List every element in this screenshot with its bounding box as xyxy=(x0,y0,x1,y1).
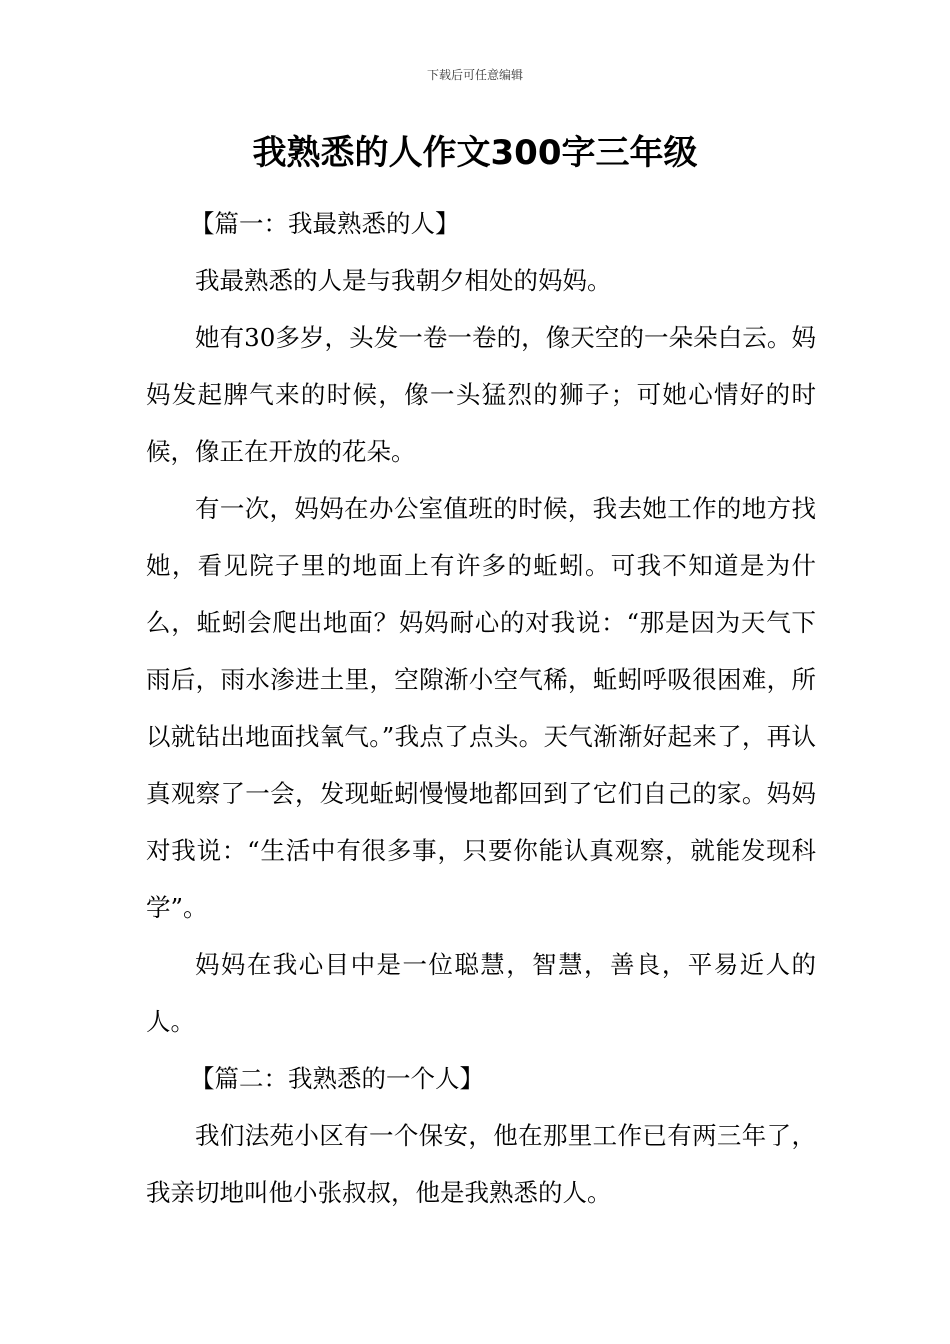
section-heading: 【篇二：我熟悉的一个人】 xyxy=(190,1064,484,1093)
paragraph: 我最熟悉的人是与我朝夕相处的妈妈。 xyxy=(195,266,612,295)
page-header: 下载后可任意编辑 xyxy=(426,68,523,82)
paragraph: 她有30多岁，头发一卷一卷的，像天空的一朵朵白云。妈妈发起脾气来的时候，像一头猛烈的狮子；可她心情好的时候，像正在开放的花朵。 xyxy=(146,323,816,466)
paragraph: 有一次，妈妈在办公室值班的时候，我去她工作的地方找她，看见院子里的地面上有许多的蚯蚓。可我不知道是为什么，蚯蚓会爬出地面？妈妈耐心的对我说：“那是因为天气下雨后，雨水渗进土里，空隙渐小空气稀，蚯蚓呼吸很困难，所以就钻出地面找氧气。”我点了点头。天气渐渐好起来了，再认真观察了一会，发现蚯蚓慢慢地都回到了它们自己的家。妈妈对我说：“生活中有很多事，只要你能认真观察，就能发现科学”。 xyxy=(146,494,816,922)
paragraph: 我们法苑小区有一个保安，他在那里工作已有两三年了，我亲切地叫他小张叔叔，他是我熟悉的人。 xyxy=(146,1121,816,1207)
document-title: 我熟悉的人作文300字三年级 xyxy=(252,133,698,173)
document-body xyxy=(146,195,816,1221)
paragraph: 妈妈在我心目中是一位聪慧，智慧，善良，平易近人的人。 xyxy=(146,950,816,1036)
section-heading: 【篇一：我最熟悉的人】 xyxy=(190,209,460,238)
